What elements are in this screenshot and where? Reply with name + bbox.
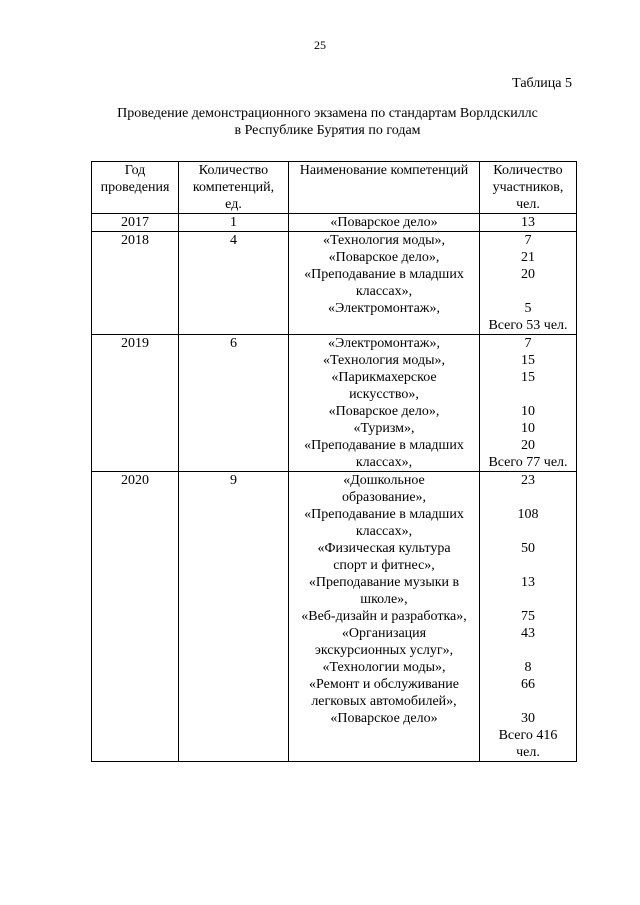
participants-line: 7 — [524, 233, 532, 248]
year-value: 2018 — [121, 233, 149, 248]
participants-line — [482, 642, 574, 659]
competency-name-line: «Электромонтаж», — [328, 301, 440, 316]
participants-line: 5 — [524, 301, 532, 316]
page-number: 25 — [314, 38, 326, 52]
participants-line — [482, 386, 574, 403]
header-participants-line: чел. — [516, 197, 540, 212]
competency-name-line: «Туризм», — [353, 421, 415, 436]
competency-name-line: «Поварское дело», — [328, 250, 440, 265]
competency-name-line: «Парикмахерское — [331, 370, 437, 385]
participants-cell — [480, 335, 577, 472]
participants-line — [482, 591, 574, 608]
header-participants-line: Количество — [493, 163, 563, 178]
participants-line: 50 — [521, 541, 535, 556]
header-count-line: компетенций, — [192, 180, 275, 195]
competency-name-line: «Организация — [341, 626, 427, 641]
table-row — [92, 335, 577, 472]
competency-name-line: спорт и фитнес», — [333, 558, 435, 573]
competency-names-cell — [289, 232, 480, 335]
competency-names-cell — [289, 214, 480, 232]
participants-line — [482, 283, 574, 300]
competency-name-line: школе», — [360, 592, 408, 607]
caption-line-1: Проведение демонстрационного экзамена по стандартам Ворлдскиллс — [117, 106, 538, 121]
participants-line: Всего 416 — [498, 728, 558, 743]
competency-count-value: 4 — [230, 233, 237, 248]
participants-line: 13 — [521, 215, 535, 230]
competency-name-line: «Технологии моды», — [322, 660, 446, 675]
competency-name-line: образование», — [341, 490, 427, 505]
competency-name-line: «Преподавание музыки в — [308, 575, 460, 590]
participants-line: 15 — [521, 370, 535, 385]
participants-line: 66 — [521, 677, 535, 692]
competency-count-cell — [179, 214, 289, 232]
competency-count-value: 1 — [230, 215, 237, 230]
header-year-line: Год — [124, 163, 146, 178]
participants-cell — [480, 214, 577, 232]
competency-count-value: 6 — [230, 336, 237, 351]
participants-line: 75 — [521, 609, 535, 624]
year-value: 2017 — [121, 215, 149, 230]
competency-name-line — [291, 317, 477, 334]
competency-name-line — [291, 744, 477, 761]
participants-line — [482, 693, 574, 710]
participants-line: 8 — [524, 660, 532, 675]
year-cell — [92, 214, 179, 232]
competency-name-line: классах», — [355, 524, 413, 539]
table-row — [92, 214, 577, 232]
caption-line-2: в Республике Бурятия по годам — [234, 123, 421, 138]
competency-name-line: «Поварское дело» — [330, 711, 438, 726]
year-value: 2020 — [121, 473, 149, 488]
competency-name-line: «Технология моды», — [322, 233, 445, 248]
participants-line: 20 — [521, 438, 535, 453]
participants-line: 15 — [521, 353, 535, 368]
participants-line — [482, 557, 574, 574]
table-body — [92, 214, 577, 762]
participants-line: Всего 77 чел. — [488, 455, 568, 470]
table-header-row — [92, 162, 577, 214]
competency-name-line — [291, 727, 477, 744]
competency-count-value: 9 — [230, 473, 237, 488]
competency-name-line: «Дошкольное — [343, 473, 425, 488]
competency-name-line: «Физическая культура — [317, 541, 451, 556]
participants-line: 10 — [521, 404, 535, 419]
competency-name-line: «Технология моды», — [322, 353, 445, 368]
competency-name-line: «Поварское дело», — [328, 404, 440, 419]
header-participants — [480, 162, 577, 214]
participants-line: 23 — [521, 473, 535, 488]
competency-name-line: классах», — [355, 455, 413, 470]
header-name-line: Наименование компетенций — [299, 163, 469, 178]
participants-line: 21 — [521, 250, 535, 265]
participants-line: 108 — [517, 507, 539, 522]
participants-line: 10 — [521, 421, 535, 436]
competency-count-cell — [179, 232, 289, 335]
year-cell — [92, 232, 179, 335]
competency-name-line: классах», — [355, 284, 413, 299]
participants-line: 13 — [521, 575, 535, 590]
competency-name-line: искусство», — [349, 387, 419, 402]
year-value: 2019 — [121, 336, 149, 351]
header-year-line: проведения — [100, 180, 170, 195]
participants-cell — [480, 472, 577, 762]
competency-name-line: «Преподавание в младших — [304, 507, 464, 522]
header-year — [92, 162, 179, 214]
competency-names-cell — [289, 472, 480, 762]
competency-name-line: легковых автомобилей», — [311, 694, 457, 709]
table-row — [92, 232, 577, 335]
competency-name-line: «Преподавание в младших — [304, 438, 464, 453]
header-participants-line: участников, — [492, 180, 564, 195]
header-name — [289, 162, 480, 214]
competency-name-line: экскурсионных услуг», — [314, 643, 454, 658]
participants-line — [482, 489, 574, 506]
table-row — [92, 472, 577, 762]
competency-name-line: «Электромонтаж», — [328, 336, 440, 351]
participants-line: чел. — [516, 745, 540, 760]
participants-line: 20 — [521, 267, 535, 282]
competency-name-line: «Веб-дизайн и разработка», — [301, 609, 467, 624]
competency-table — [91, 161, 577, 762]
participants-line: 43 — [521, 626, 535, 641]
year-cell — [92, 335, 179, 472]
table-label: Таблица 5 — [512, 76, 572, 91]
competency-names-cell — [289, 335, 480, 472]
participants-line: 30 — [521, 711, 535, 726]
table-caption — [80, 105, 575, 139]
participants-line: 7 — [524, 336, 532, 351]
competency-name-line: «Ремонт и обслуживание — [309, 677, 459, 692]
header-count-line: ед. — [225, 197, 242, 212]
participants-line: Всего 53 чел. — [488, 318, 568, 333]
competency-count-cell — [179, 472, 289, 762]
competency-name-line: «Поварское дело» — [330, 215, 438, 230]
header-count-line: Количество — [198, 163, 269, 178]
competency-name-line: «Преподавание в младших — [304, 267, 464, 282]
participants-cell — [480, 232, 577, 335]
header-count — [179, 162, 289, 214]
year-cell — [92, 472, 179, 762]
participants-line — [482, 523, 574, 540]
competency-count-cell — [179, 335, 289, 472]
